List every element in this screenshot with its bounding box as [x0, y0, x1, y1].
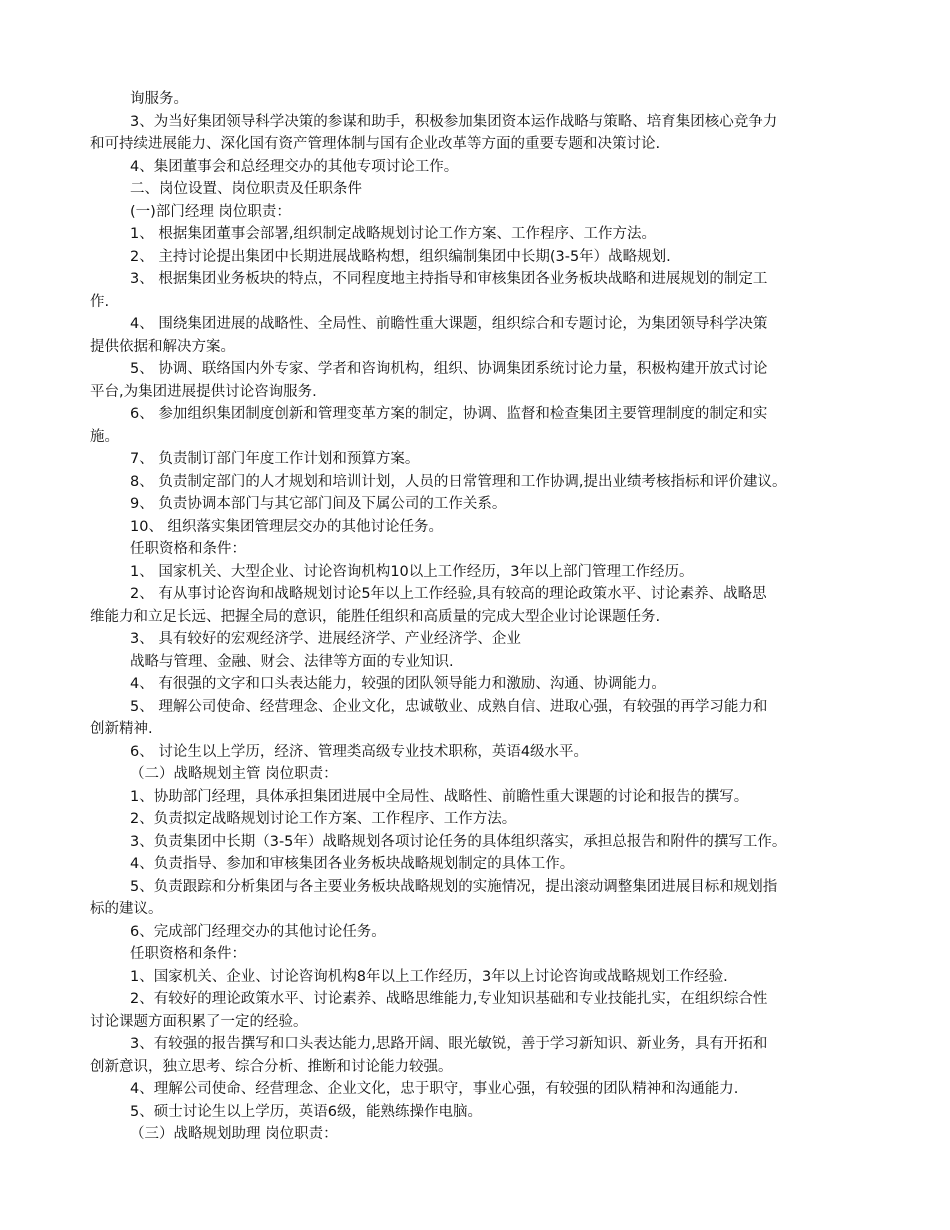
- text-line: 2、负责拟定战略规划讨论工作方案、工作程序、工作方法。: [130, 811, 517, 827]
- text-line: 5、硕士讨论生以上学历，英语6级，能熟练操作电脑。: [130, 1103, 482, 1120]
- text-line: 3、 具有较好的宏观经济学、进展经济学、产业经济学、企业: [130, 631, 521, 647]
- text-line: 6、 参加组织集团制度创新和管理变革方案的制定，协调、监督和检查集团主要管理制度的制定和实: [130, 406, 768, 422]
- text-line: 4、 围绕集团进展的战略性、全局性、前瞻性重大课题，组织综合和专题讨论，为集团领导科学决策: [130, 316, 768, 332]
- text-line: （三）战略规划助理 岗位职责：: [130, 1126, 338, 1142]
- text-line: 10、 组织落实集团管理层交办的其他讨论任务。: [130, 518, 444, 535]
- text-line: 1、国家机关、企业、讨论咨询机构8年以上工作经历，3年以上讨论咨询或战略规划工作经验.: [130, 968, 728, 985]
- text-line: 3、负责集团中长期（3-5年）战略规划各项讨论任务的具体组织落实，承担总报告和附件的撰写工作。: [130, 833, 787, 850]
- text-line: 5、负责跟踪和分析集团与各主要业务板块战略规划的实施情况，提出滚动调整集团进展目标和规划指: [130, 878, 778, 895]
- text-line: 1、 国家机关、大型企业、讨论咨询机构10以上工作经历，3年以上部门管理工作经历。: [130, 563, 694, 580]
- text-line: 二、岗位设置、岗位职责及任职条件: [130, 181, 362, 197]
- text-line: 1、协助部门经理，具体承担集团进展中全局性、战略性、前瞻性重大课题的讨论和报告的撰写。: [130, 788, 749, 805]
- text-line: 2、有较好的理论政策水平、讨论素养、战略思维能力,专业知识基础和专业技能扎实，在组织综合性: [130, 991, 768, 1007]
- text-line: (一)部门经理 岗位职责：: [130, 203, 291, 220]
- text-line: 4、负责指导、参加和审核集团各业务板块战略规划制定的具体工作。: [130, 856, 575, 872]
- text-line: 7、 负责制订部门年度工作计划和预算方案。: [130, 451, 420, 467]
- text-line: 3、 根据集团业务板块的特点，不同程度地主持指导和审核集团各业务板块战略和进展规划的制定工: [130, 271, 768, 287]
- text-line: 创新意识，独立思考、综合分析、推断和讨论能力较强。: [90, 1058, 453, 1075]
- text-line: 5、 理解公司使命、经营理念、企业文化，忠诚敬业、成熟自信、进取心强，有较强的再学习能力和: [130, 698, 768, 715]
- text-line: 作.: [90, 293, 110, 310]
- text-line: （二）战略规划主管 岗位职责：: [130, 766, 338, 782]
- text-line: 平台,为集团进展提供讨论咨询服务.: [90, 383, 317, 400]
- text-line: 3、为当好集团领导科学决策的参谋和助手，积极参加集团资本运作战略与策略、培育集团核心竞争力: [130, 113, 778, 130]
- text-line: 1、 根据集团董事会部署,组织制定战略规划讨论工作方案、工作程序、工作方法。: [130, 226, 656, 242]
- text-line: 讨论课题方面积累了一定的经验。: [90, 1013, 308, 1030]
- text-line: 5、 协调、联络国内外专家、学者和咨询机构，组织、协调集团系统讨论力量，积极构建开放式讨论: [130, 361, 768, 377]
- text-line: 8、 负责制定部门的人才规划和培训计划，人员的日常管理和工作协调,提出业绩考核指标和评价建议。: [130, 473, 787, 490]
- text-line: 3、有较强的报告撰写和口头表达能力,思路开阔、眼光敏锐，善于学习新知识、新业务，具有开拓和: [130, 1036, 768, 1052]
- text-line: 4、集团董事会和总经理交办的其他专项讨论工作。: [130, 158, 459, 175]
- text-line: 9、 负责协调本部门与其它部门间及下属公司的工作关系。: [130, 496, 507, 512]
- text-line: 战略与管理、金融、财会、法律等方面的专业知识.: [130, 653, 454, 670]
- text-line: 2、 主持讨论提出集团中长期进展战略构想，组织编制集团中长期(3-5年）战略规划.: [130, 248, 671, 265]
- text-line: 任职资格和条件：: [130, 946, 246, 962]
- text-line: 询服务。: [130, 91, 188, 107]
- text-line: 创新精神.: [90, 721, 153, 737]
- text-line: 4、 有很强的文字和口头表达能力，较强的团队领导能力和激励、沟通、协调能力。: [130, 676, 666, 692]
- text-line: 4、理解公司使命、经营理念、企业文化，忠于职守，事业心强，有较强的团队精神和沟通能力.: [130, 1081, 739, 1097]
- text-line: 提供依据和解决方案。: [90, 338, 235, 355]
- text-line: 6、完成部门经理交办的其他讨论任务。: [130, 923, 386, 940]
- text-line: 2、 有从事讨论咨询和战略规划讨论5年以上工作经验,具有较高的理论政策水平、讨论素养、战略思: [130, 586, 767, 602]
- text-line: 施。: [90, 428, 119, 445]
- text-line: 6、 讨论生以上学历，经济、管理类高级专业技术职称，英语4级水平。: [130, 743, 589, 760]
- text-line: 标的建议。: [90, 901, 163, 917]
- text-line: 任职资格和条件：: [130, 541, 246, 557]
- text-line: 和可持续进展能力、深化国有资产管理体制与国有企业改革等方面的重要专题和决策讨论.: [90, 136, 661, 152]
- text-line: 维能力和立足长远、把握全局的意识，能胜任组织和高质量的完成大型企业讨论课题任务.: [90, 608, 661, 625]
